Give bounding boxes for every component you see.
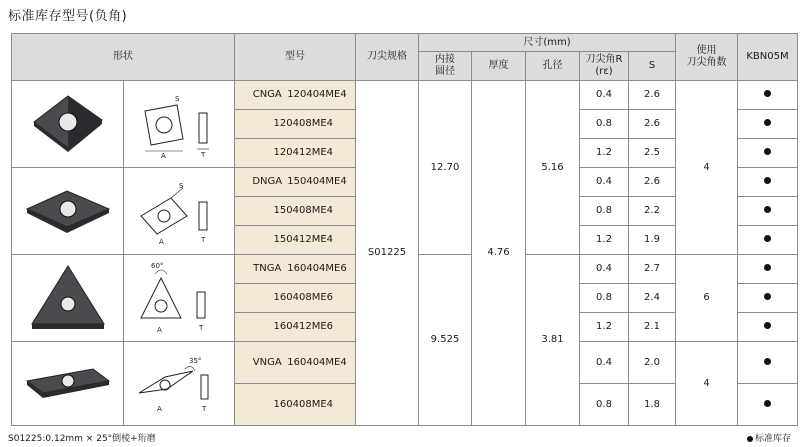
model-prefix: CNGA <box>252 89 282 100</box>
nose-radius-value: 0.8 <box>580 197 629 226</box>
dnga-diagram-label-t: T <box>201 236 206 244</box>
header-nose-radius <box>580 52 629 81</box>
corners-value-v: 4 <box>676 342 738 426</box>
header-ic-line2: 圆径 <box>435 66 455 77</box>
corners-value-t: 6 <box>676 255 738 342</box>
vnga-diagram-label-angle: 35° <box>189 356 202 365</box>
model-number: 160404ME4 <box>287 356 347 368</box>
stock-cell <box>738 139 798 168</box>
s-value: 2.6 <box>629 81 676 110</box>
dnga-insert-icon <box>23 181 113 241</box>
s-value: 2.7 <box>629 255 676 284</box>
vnga-diagram-label-t: T <box>202 404 207 413</box>
stock-cell <box>738 81 798 110</box>
model-number: 160404ME6 <box>287 263 347 274</box>
tnga-diagram-label-a: A <box>157 326 162 334</box>
dnga-insert-photo <box>12 168 124 255</box>
hole-value-upper: 5.16 <box>526 81 580 255</box>
dnga-diagram-label-s: S <box>179 182 184 190</box>
stock-cell <box>738 110 798 139</box>
model-number: 150408ME4 <box>235 197 356 226</box>
model-prefix: DNGA <box>252 176 283 187</box>
header-ic-line1: 内接 <box>435 54 455 65</box>
s-value: 2.1 <box>629 313 676 342</box>
stock-dot <box>764 90 771 97</box>
vnga-insert-icon <box>23 359 113 409</box>
model-number: 120412ME4 <box>235 139 356 168</box>
header-row-1 <box>12 34 798 52</box>
stock-dot <box>764 206 771 213</box>
tnga-diagram-label-t: T <box>199 324 204 332</box>
stock-dot <box>764 322 771 329</box>
nose-radius-value: 1.2 <box>580 313 629 342</box>
header-inscribed-circle <box>419 52 472 81</box>
s-value: 2.5 <box>629 139 676 168</box>
header-usable-corners-line2: 刀尖角数 <box>686 57 727 68</box>
model-number: 120408ME4 <box>235 110 356 139</box>
s-value: 2.6 <box>629 168 676 197</box>
model-number: 160412ME6 <box>235 313 356 342</box>
header-size-group: 尺寸(mm) <box>419 34 676 52</box>
nose-radius-value: 0.4 <box>580 168 629 197</box>
s-value: 1.9 <box>629 226 676 255</box>
nose-radius-value: 0.8 <box>580 110 629 139</box>
header-s: S <box>629 52 676 81</box>
edge-spec-value: S01225 <box>356 81 419 426</box>
stock-dot <box>764 119 771 126</box>
stock-cell <box>738 313 798 342</box>
vnga-dimension-diagram <box>124 342 235 426</box>
vnga-diagram-icon <box>131 349 227 419</box>
cnga-insert-photo <box>12 81 124 168</box>
s-value: 2.6 <box>629 110 676 139</box>
model-number: 150404ME4 <box>287 176 347 187</box>
tnga-dimension-diagram <box>124 255 235 342</box>
stock-dot <box>764 264 771 271</box>
tnga-diagram-icon <box>131 260 227 336</box>
vnga-diagram-label-a: A <box>157 404 162 413</box>
ic-value-lower: 9.525 <box>419 255 472 426</box>
model-cell <box>235 168 356 197</box>
tnga-insert-photo <box>12 255 124 342</box>
stock-cell <box>738 255 798 284</box>
s-value: 2.2 <box>629 197 676 226</box>
model-cell <box>235 342 356 384</box>
model-cell <box>235 255 356 284</box>
stock-cell <box>738 284 798 313</box>
model-cell <box>235 81 356 110</box>
header-grade: KBN05M <box>738 34 798 81</box>
cnga-diagram-label-t: T <box>201 151 206 159</box>
s-value: 1.8 <box>629 384 676 426</box>
nose-radius-value: 0.4 <box>580 342 629 384</box>
header-usable-corners-line1: 使用 <box>696 45 717 56</box>
s-value: 2.4 <box>629 284 676 313</box>
stock-cell <box>738 226 798 255</box>
cnga-diagram-label-s: S <box>175 95 180 103</box>
header-edge-spec: 刀尖规格 <box>356 34 419 81</box>
header-nr-line1: 刀尖角R <box>585 54 623 65</box>
model-number: 160408ME4 <box>235 384 356 426</box>
stock-dot <box>764 400 771 407</box>
legend <box>747 431 791 444</box>
dnga-dimension-diagram <box>124 168 235 255</box>
tnga-diagram-label-angle: 60° <box>151 262 164 270</box>
vnga-insert-photo <box>12 342 124 426</box>
model-number: 150412ME4 <box>235 226 356 255</box>
stock-dot <box>764 293 771 300</box>
table-row <box>12 81 798 110</box>
header-shape: 形状 <box>12 34 235 81</box>
model-prefix: VNGA <box>252 356 282 368</box>
nose-radius-value: 0.8 <box>580 384 629 426</box>
s-value: 2.0 <box>629 342 676 384</box>
stock-cell <box>738 168 798 197</box>
nose-radius-value: 0.4 <box>580 255 629 284</box>
model-number: 120404ME4 <box>287 89 347 100</box>
footnote: S01225:0.12mm × 25°倒棱+珩磨 <box>8 434 156 444</box>
thickness-value: 4.76 <box>472 81 526 426</box>
model-prefix: TNGA <box>253 263 282 274</box>
dnga-diagram-label-a: A <box>159 238 164 246</box>
header-usable-corners <box>676 34 738 81</box>
stock-cell <box>738 384 798 426</box>
cnga-diagram-icon <box>131 89 227 159</box>
nose-radius-value: 0.4 <box>580 81 629 110</box>
stock-dot <box>764 177 771 184</box>
stock-dot <box>764 235 771 242</box>
stock-cell <box>738 342 798 384</box>
model-number: 160408ME6 <box>235 284 356 313</box>
tnga-insert-icon <box>28 262 108 334</box>
dnga-diagram-icon <box>131 176 227 246</box>
nose-radius-value: 1.2 <box>580 226 629 255</box>
page-title: 标准库存型号(负角) <box>8 9 128 24</box>
legend-dot <box>747 436 753 442</box>
corners-value-cd: 4 <box>676 81 738 255</box>
stock-dot <box>764 148 771 155</box>
ic-value-upper: 12.70 <box>419 81 472 255</box>
header-thickness: 厚度 <box>472 52 526 81</box>
cnga-insert-icon <box>28 92 108 156</box>
cnga-dimension-diagram <box>124 81 235 168</box>
header-hole-dia: 孔径 <box>526 52 580 81</box>
legend-label: 标准库存 <box>754 434 791 444</box>
stock-dot <box>764 358 771 365</box>
nose-radius-value: 1.2 <box>580 139 629 168</box>
header-nr-line2: (rε) <box>595 66 613 77</box>
stock-cell <box>738 197 798 226</box>
nose-radius-value: 0.8 <box>580 284 629 313</box>
cnga-diagram-label-a: A <box>161 152 166 159</box>
hole-value-lower: 3.81 <box>526 255 580 426</box>
stock-table <box>11 33 798 426</box>
header-model: 型号 <box>235 34 356 81</box>
